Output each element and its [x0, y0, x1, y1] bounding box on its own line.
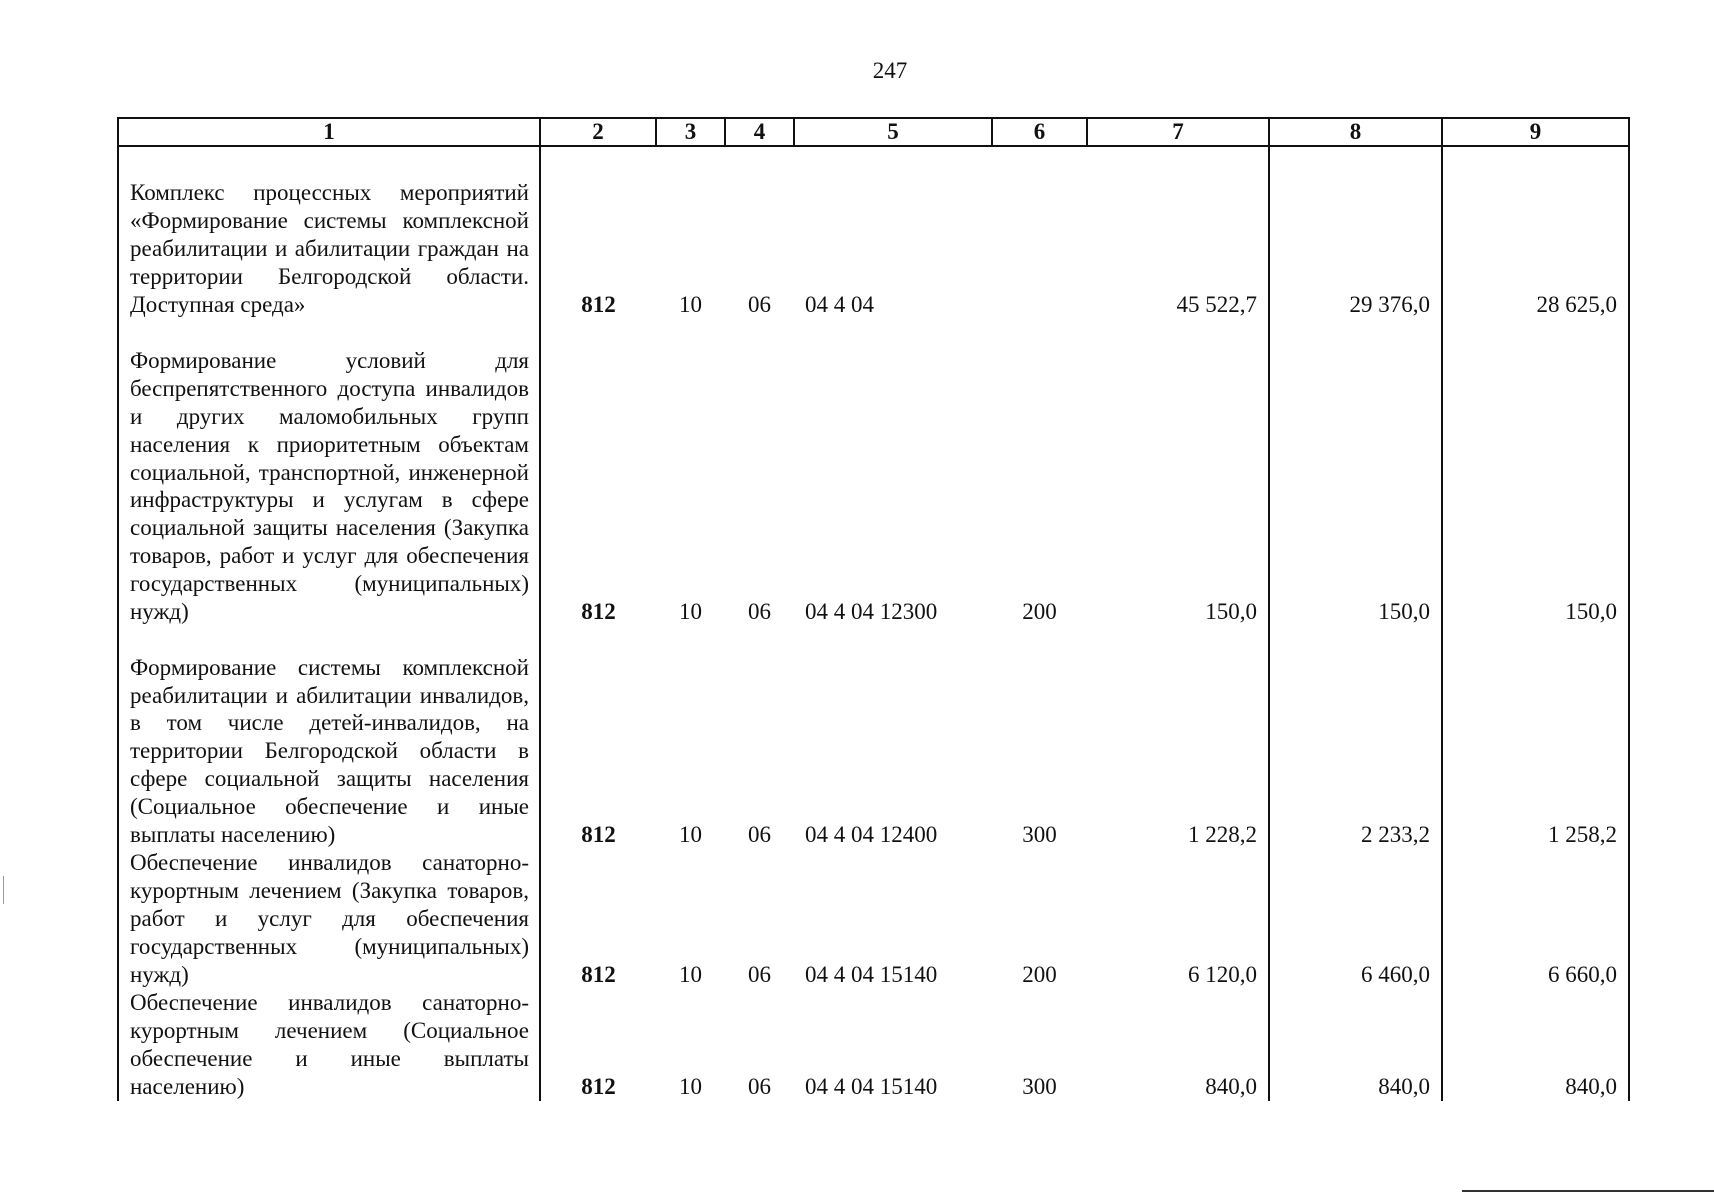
row-csr: 04 4 04 15140: [805, 1074, 938, 1100]
row-vr: 300: [1022, 1074, 1057, 1100]
row-year-1: 45 522,7: [1176, 292, 1257, 318]
row-year-2: 840,0: [1269, 989, 1442, 1101]
row-rz: 10: [679, 292, 702, 318]
header-col-2: 2: [540, 118, 656, 146]
header-col-4: 4: [725, 118, 794, 146]
budget-table: [117, 117, 1630, 1101]
row-vr: 200: [1022, 962, 1057, 988]
row-name: Обеспечение инвалидов санаторно-курортным лечением (Социальное обеспечение и иные выплаты населению): [118, 989, 540, 1101]
row-year-1: 150,0: [1205, 599, 1257, 625]
row-csr: 04 4 04 12400: [805, 822, 938, 848]
row-pr: 06: [748, 962, 771, 988]
row-year-3: 6 660,0: [1442, 849, 1629, 989]
row-ved: 812: [581, 822, 616, 848]
row-name: Комплекс процессных мероприятий «Формирование системы комплексной реабилитации и абилитации граждан на территории Белгородской области. Доступная среда»: [118, 146, 540, 319]
row-csr: 04 4 04: [805, 292, 874, 318]
page-number: 247: [872, 58, 908, 83]
row-year-3: 150,0: [1442, 319, 1629, 626]
row-csr: 04 4 04 12300: [805, 599, 938, 625]
footer-rule: [1462, 1190, 1714, 1192]
row-year-3: 28 625,0: [1442, 146, 1629, 319]
table-row: [118, 849, 1629, 989]
row-year-1: 6 120,0: [1188, 962, 1257, 988]
row-csr: 04 4 04 15140: [805, 962, 938, 988]
row-year-1: 840,0: [1205, 1074, 1257, 1100]
row-ved: 812: [581, 292, 616, 318]
row-year-3: 840,0: [1442, 989, 1629, 1101]
row-pr: 06: [748, 822, 771, 848]
row-rz: 10: [679, 599, 702, 625]
row-vr: 200: [1022, 599, 1057, 625]
scan-margin-mark: [3, 876, 4, 904]
row-vr: [992, 146, 1087, 319]
header-col-1: 1: [118, 118, 540, 146]
row-ved: 812: [581, 962, 616, 988]
row-year-2: 29 376,0: [1269, 146, 1442, 319]
row-year-2: 2 233,2: [1269, 626, 1442, 849]
row-ved: 812: [581, 1074, 616, 1100]
row-year-2: 6 460,0: [1269, 849, 1442, 989]
header-col-8: 8: [1269, 118, 1442, 146]
row-pr: 06: [748, 1074, 771, 1100]
row-name: Формирование условий для беспрепятственного доступа инвалидов и других маломобильных групп населения к приоритетным объектам социальной, транспортной, инженерной инфраструктуры и услугам в сфере социальной защиты населения (Закупка товаров, работ и услуг для обеспечения государственных (муниципальных) нужд): [118, 319, 540, 626]
table-row: [118, 319, 1629, 626]
row-ved: 812: [581, 599, 616, 625]
row-pr: 06: [748, 599, 771, 625]
table-row: [118, 626, 1629, 849]
header-col-9: 9: [1442, 118, 1629, 146]
table-row: [118, 146, 1629, 319]
header-col-6: 6: [992, 118, 1087, 146]
row-year-1: 1 228,2: [1188, 822, 1257, 848]
row-pr: 06: [748, 292, 771, 318]
header-col-3: 3: [656, 118, 725, 146]
header-col-5: 5: [794, 118, 992, 146]
row-rz: 10: [679, 822, 702, 848]
row-name: Формирование системы комплексной реабилитации и абилитации инвалидов, в том числе детей-инвалидов, на территории Белгородской области в сфере социальной защиты населения (Социальное обеспечение и иные выплаты населению): [118, 626, 540, 849]
row-year-2: 150,0: [1269, 319, 1442, 626]
header-row: [118, 118, 1629, 146]
row-rz: 10: [679, 1074, 702, 1100]
row-rz: 10: [679, 962, 702, 988]
table-row: [118, 989, 1629, 1101]
row-vr: 300: [1022, 822, 1057, 848]
row-name: Обеспечение инвалидов санаторно-курортным лечением (Закупка товаров, работ и услуг для обеспечения государственных (муниципальных) нужд): [118, 849, 540, 989]
header-col-7: 7: [1087, 118, 1269, 146]
row-year-3: 1 258,2: [1442, 626, 1629, 849]
